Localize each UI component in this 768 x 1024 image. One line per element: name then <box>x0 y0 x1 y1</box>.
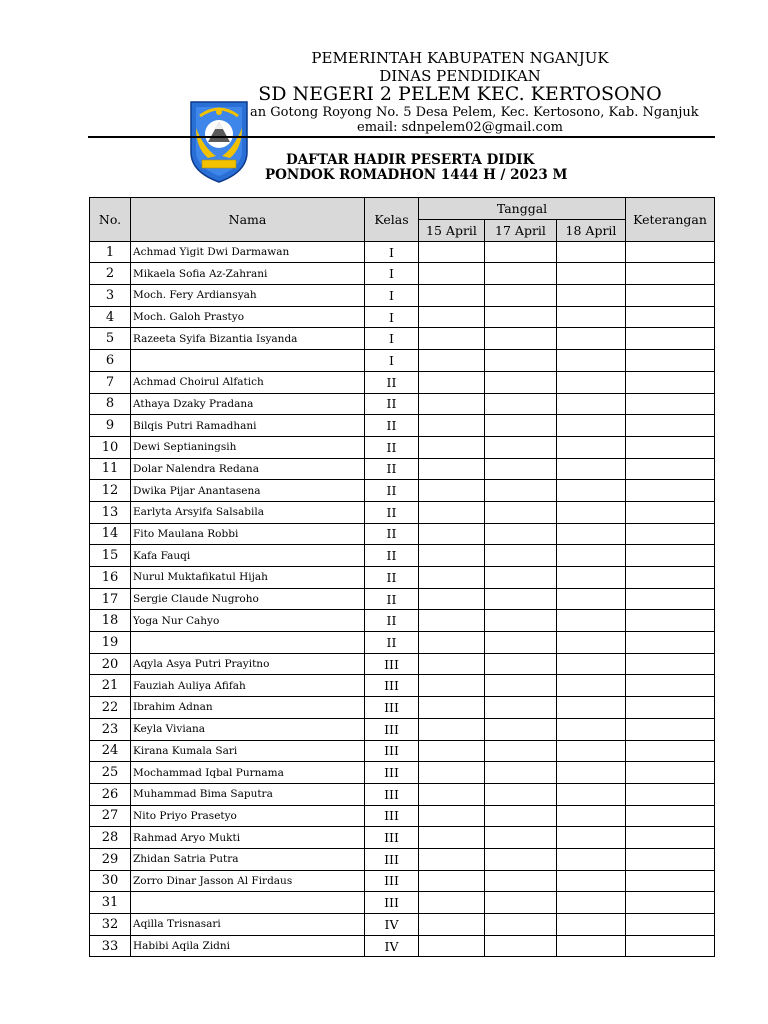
table-row <box>90 393 715 415</box>
table-row <box>90 523 715 545</box>
attendance-cell[interactable] <box>419 892 485 914</box>
table-row <box>90 241 715 263</box>
attendance-cell[interactable] <box>419 328 485 350</box>
attendance-cell[interactable] <box>557 805 626 827</box>
attendance-cell[interactable] <box>485 718 557 740</box>
attendance-cell[interactable] <box>557 892 626 914</box>
row-number: 15 <box>90 545 131 567</box>
attendance-cell[interactable] <box>485 805 557 827</box>
document-subtitle: PONDOK ROMADHON 1444 H / 2023 M <box>265 167 568 183</box>
row-number: 5 <box>90 328 131 350</box>
school-address: an Gotong Royong No. 5 Desa Pelem, Kec. Kertosono, Kab. Nganjuk <box>250 105 699 120</box>
table-row <box>90 870 715 892</box>
table-row <box>90 675 715 697</box>
remarks-cell[interactable] <box>626 371 715 393</box>
letterhead-divider <box>88 136 715 138</box>
attendance-cell[interactable] <box>485 436 557 458</box>
attendance-cell[interactable] <box>485 458 557 480</box>
remarks-cell[interactable] <box>626 393 715 415</box>
remarks-cell[interactable] <box>626 501 715 523</box>
attendance-cell[interactable] <box>419 675 485 697</box>
student-class: III <box>365 892 419 914</box>
student-name: Dewi Septianingsih <box>131 436 365 458</box>
attendance-cell[interactable] <box>485 740 557 762</box>
attendance-cell[interactable] <box>419 480 485 502</box>
row-number: 33 <box>90 935 131 957</box>
student-name: Aqilla Trisnasari <box>131 914 365 936</box>
attendance-cell[interactable] <box>557 827 626 849</box>
header-date: 17 April <box>485 220 557 242</box>
attendance-cell[interactable] <box>419 306 485 328</box>
attendance-cell[interactable] <box>485 350 557 372</box>
student-name: Zorro Dinar Jasson Al Firdaus <box>131 870 365 892</box>
remarks-cell[interactable] <box>626 285 715 307</box>
student-name <box>131 892 365 914</box>
attendance-cell[interactable] <box>485 935 557 957</box>
student-name: Rahmad Aryo Mukti <box>131 827 365 849</box>
attendance-cell[interactable] <box>557 285 626 307</box>
row-number: 30 <box>90 870 131 892</box>
attendance-cell[interactable] <box>419 783 485 805</box>
attendance-cell[interactable] <box>485 567 557 589</box>
row-number: 25 <box>90 762 131 784</box>
attendance-cell[interactable] <box>557 935 626 957</box>
row-number: 3 <box>90 285 131 307</box>
attendance-cell[interactable] <box>485 610 557 632</box>
table-row <box>90 892 715 914</box>
table-row <box>90 328 715 350</box>
attendance-cell[interactable] <box>485 371 557 393</box>
row-number: 19 <box>90 632 131 654</box>
table-row <box>90 306 715 328</box>
letterhead <box>0 0 768 140</box>
student-name: Habibi Aqila Zidni <box>131 935 365 957</box>
student-name <box>131 632 365 654</box>
student-name: Athaya Dzaky Pradana <box>131 393 365 415</box>
attendance-cell[interactable] <box>485 393 557 415</box>
attendance-cell[interactable] <box>485 501 557 523</box>
table-row <box>90 501 715 523</box>
student-class: I <box>365 306 419 328</box>
remarks-cell[interactable] <box>626 567 715 589</box>
row-number: 28 <box>90 827 131 849</box>
student-class: II <box>365 610 419 632</box>
attendance-cell[interactable] <box>557 914 626 936</box>
row-number: 21 <box>90 675 131 697</box>
student-name: Razeeta Syifa Bizantia Isyanda <box>131 328 365 350</box>
attendance-cell[interactable] <box>557 870 626 892</box>
attendance-cell[interactable] <box>419 697 485 719</box>
remarks-cell[interactable] <box>626 610 715 632</box>
student-name: Aqyla Asya Putri Prayitno <box>131 653 365 675</box>
attendance-cell[interactable] <box>557 632 626 654</box>
remarks-cell[interactable] <box>626 306 715 328</box>
remarks-cell[interactable] <box>626 263 715 285</box>
attendance-cell[interactable] <box>557 610 626 632</box>
table-row <box>90 350 715 372</box>
remarks-cell[interactable] <box>626 436 715 458</box>
attendance-cell[interactable] <box>485 914 557 936</box>
attendance-cell[interactable] <box>419 285 485 307</box>
student-name: Ibrahim Adnan <box>131 697 365 719</box>
student-name: Earlyta Arsyifa Salsabila <box>131 501 365 523</box>
attendance-cell[interactable] <box>419 762 485 784</box>
table-row <box>90 545 715 567</box>
attendance-cell[interactable] <box>557 783 626 805</box>
table-row <box>90 762 715 784</box>
attendance-cell[interactable] <box>485 545 557 567</box>
student-class: IV <box>365 914 419 936</box>
student-class: II <box>365 480 419 502</box>
row-number: 23 <box>90 718 131 740</box>
attendance-cell[interactable] <box>419 914 485 936</box>
attendance-cell[interactable] <box>419 653 485 675</box>
table-row <box>90 848 715 870</box>
row-number: 13 <box>90 501 131 523</box>
attendance-cell[interactable] <box>557 350 626 372</box>
table-row <box>90 632 715 654</box>
attendance-cell[interactable] <box>419 415 485 437</box>
remarks-cell[interactable] <box>626 653 715 675</box>
row-number: 31 <box>90 892 131 914</box>
student-class: I <box>365 263 419 285</box>
row-number: 14 <box>90 523 131 545</box>
attendance-cell[interactable] <box>419 350 485 372</box>
attendance-cell[interactable] <box>419 263 485 285</box>
attendance-cell[interactable] <box>557 328 626 350</box>
attendance-cell[interactable] <box>419 436 485 458</box>
row-number: 22 <box>90 697 131 719</box>
attendance-cell[interactable] <box>557 241 626 263</box>
table-row <box>90 697 715 719</box>
attendance-cell[interactable] <box>485 827 557 849</box>
table-row <box>90 458 715 480</box>
attendance-cell[interactable] <box>557 675 626 697</box>
row-number: 27 <box>90 805 131 827</box>
attendance-cell[interactable] <box>419 458 485 480</box>
student-class: II <box>365 458 419 480</box>
attendance-cell[interactable] <box>557 415 626 437</box>
student-class: IV <box>365 935 419 957</box>
attendance-cell[interactable] <box>557 545 626 567</box>
attendance-cell[interactable] <box>485 653 557 675</box>
student-class: I <box>365 350 419 372</box>
attendance-cell[interactable] <box>419 827 485 849</box>
student-name: Keyla Viviana <box>131 718 365 740</box>
nganjuk-regency-emblem <box>188 98 250 184</box>
table-row <box>90 740 715 762</box>
attendance-cell[interactable] <box>485 328 557 350</box>
student-class: III <box>365 762 419 784</box>
remarks-cell[interactable] <box>626 740 715 762</box>
attendance-cell[interactable] <box>485 762 557 784</box>
remarks-cell[interactable] <box>626 328 715 350</box>
attendance-cell[interactable] <box>419 848 485 870</box>
table-row <box>90 480 715 502</box>
student-name: Fito Maulana Robbi <box>131 523 365 545</box>
remarks-cell[interactable] <box>626 632 715 654</box>
student-name: Sergie Claude Nugroho <box>131 588 365 610</box>
attendance-cell[interactable] <box>485 480 557 502</box>
row-number: 2 <box>90 263 131 285</box>
row-number: 4 <box>90 306 131 328</box>
attendance-cell[interactable] <box>485 848 557 870</box>
attendance-cell[interactable] <box>419 740 485 762</box>
table-row <box>90 567 715 589</box>
student-class: III <box>365 675 419 697</box>
student-name: Bilqis Putri Ramadhani <box>131 415 365 437</box>
remarks-cell[interactable] <box>626 827 715 849</box>
attendance-table <box>89 197 715 957</box>
table-row <box>90 935 715 957</box>
attendance-cell[interactable] <box>557 740 626 762</box>
remarks-cell[interactable] <box>626 870 715 892</box>
table-row <box>90 783 715 805</box>
attendance-cell[interactable] <box>557 718 626 740</box>
attendance-cell[interactable] <box>557 306 626 328</box>
row-number: 17 <box>90 588 131 610</box>
remarks-cell[interactable] <box>626 241 715 263</box>
attendance-cell[interactable] <box>557 371 626 393</box>
government-name: PEMERINTAH KABUPATEN NGANJUK <box>311 49 609 67</box>
row-number: 26 <box>90 783 131 805</box>
row-number: 6 <box>90 350 131 372</box>
table-row <box>90 285 715 307</box>
header-keterangan: Keterangan <box>626 198 715 242</box>
attendance-cell[interactable] <box>557 436 626 458</box>
attendance-cell[interactable] <box>557 697 626 719</box>
row-number: 11 <box>90 458 131 480</box>
student-name: Achmad Choirul Alfatich <box>131 371 365 393</box>
student-name: Yoga Nur Cahyo <box>131 610 365 632</box>
student-class: II <box>365 501 419 523</box>
attendance-cell[interactable] <box>557 480 626 502</box>
table-row <box>90 588 715 610</box>
attendance-cell[interactable] <box>557 588 626 610</box>
header-date: 18 April <box>557 220 626 242</box>
header-nama: Nama <box>131 198 365 242</box>
remarks-cell[interactable] <box>626 718 715 740</box>
student-name: Kafa Fauqi <box>131 545 365 567</box>
table-row <box>90 371 715 393</box>
student-class: III <box>365 653 419 675</box>
attendance-cell[interactable] <box>419 393 485 415</box>
attendance-cell[interactable] <box>419 610 485 632</box>
student-name: Dolar Nalendra Redana <box>131 458 365 480</box>
student-name: Fauziah Auliya Afifah <box>131 675 365 697</box>
student-name: Mochammad Iqbal Purnama <box>131 762 365 784</box>
remarks-cell[interactable] <box>626 935 715 957</box>
remarks-cell[interactable] <box>626 415 715 437</box>
attendance-cell[interactable] <box>485 870 557 892</box>
student-name: Kirana Kumala Sari <box>131 740 365 762</box>
student-class: I <box>365 241 419 263</box>
attendance-cell[interactable] <box>557 848 626 870</box>
attendance-cell[interactable] <box>485 241 557 263</box>
remarks-cell[interactable] <box>626 458 715 480</box>
student-name: Nurul Muktafikatul Hijah <box>131 567 365 589</box>
remarks-cell[interactable] <box>626 892 715 914</box>
student-class: III <box>365 870 419 892</box>
header-kelas: Kelas <box>365 198 419 242</box>
student-class: I <box>365 285 419 307</box>
attendance-cell[interactable] <box>419 935 485 957</box>
department-name: DINAS PENDIDIKAN <box>379 67 541 85</box>
attendance-cell[interactable] <box>419 718 485 740</box>
attendance-cell[interactable] <box>485 415 557 437</box>
table-row <box>90 415 715 437</box>
attendance-cell[interactable] <box>485 306 557 328</box>
remarks-cell[interactable] <box>626 914 715 936</box>
attendance-cell[interactable] <box>557 653 626 675</box>
row-number: 8 <box>90 393 131 415</box>
attendance-cell[interactable] <box>485 285 557 307</box>
row-number: 20 <box>90 653 131 675</box>
remarks-cell[interactable] <box>626 805 715 827</box>
document-title: DAFTAR HADIR PESERTA DIDIK <box>286 152 535 168</box>
student-class: III <box>365 848 419 870</box>
header-tanggal: Tanggal <box>419 198 626 220</box>
attendance-cell[interactable] <box>485 588 557 610</box>
row-number: 1 <box>90 241 131 263</box>
attendance-cell[interactable] <box>419 567 485 589</box>
student-class: II <box>365 567 419 589</box>
student-name: Moch. Fery Ardiansyah <box>131 285 365 307</box>
attendance-cell[interactable] <box>419 545 485 567</box>
row-number: 7 <box>90 371 131 393</box>
row-number: 32 <box>90 914 131 936</box>
table-row <box>90 914 715 936</box>
remarks-cell[interactable] <box>626 523 715 545</box>
attendance-cell[interactable] <box>557 263 626 285</box>
row-number: 18 <box>90 610 131 632</box>
remarks-cell[interactable] <box>626 783 715 805</box>
school-name: SD NEGERI 2 PELEM KEC. KERTOSONO <box>258 83 662 105</box>
table-row <box>90 827 715 849</box>
student-class: II <box>365 415 419 437</box>
student-class: II <box>365 632 419 654</box>
row-number: 9 <box>90 415 131 437</box>
table-row <box>90 263 715 285</box>
attendance-cell[interactable] <box>485 632 557 654</box>
remarks-cell[interactable] <box>626 697 715 719</box>
attendance-cell[interactable] <box>485 263 557 285</box>
table-row <box>90 805 715 827</box>
row-number: 12 <box>90 480 131 502</box>
attendance-cell[interactable] <box>419 588 485 610</box>
student-class: III <box>365 805 419 827</box>
attendance-cell[interactable] <box>419 870 485 892</box>
student-class: II <box>365 393 419 415</box>
attendance-cell[interactable] <box>419 371 485 393</box>
student-class: III <box>365 827 419 849</box>
remarks-cell[interactable] <box>626 848 715 870</box>
student-name: Moch. Galoh Prastyo <box>131 306 365 328</box>
student-class: III <box>365 740 419 762</box>
row-number: 16 <box>90 567 131 589</box>
student-class: II <box>365 371 419 393</box>
student-name: Dwika Pijar Anantasena <box>131 480 365 502</box>
student-class: II <box>365 545 419 567</box>
attendance-cell[interactable] <box>557 567 626 589</box>
attendance-cell[interactable] <box>419 523 485 545</box>
student-name: Nito Priyo Prasetyo <box>131 805 365 827</box>
table-row <box>90 718 715 740</box>
attendance-cell[interactable] <box>419 241 485 263</box>
student-name <box>131 350 365 372</box>
row-number: 24 <box>90 740 131 762</box>
remarks-cell[interactable] <box>626 675 715 697</box>
student-class: II <box>365 588 419 610</box>
table-row <box>90 610 715 632</box>
remarks-cell[interactable] <box>626 588 715 610</box>
attendance-cell[interactable] <box>557 762 626 784</box>
table-row <box>90 653 715 675</box>
attendance-cell[interactable] <box>419 632 485 654</box>
student-name: Achmad Yigit Dwi Darmawan <box>131 241 365 263</box>
remarks-cell[interactable] <box>626 480 715 502</box>
attendance-cell[interactable] <box>419 805 485 827</box>
student-class: III <box>365 697 419 719</box>
attendance-cell[interactable] <box>557 458 626 480</box>
student-class: II <box>365 436 419 458</box>
attendance-cell[interactable] <box>485 675 557 697</box>
remarks-cell[interactable] <box>626 350 715 372</box>
student-class: II <box>365 523 419 545</box>
remarks-cell[interactable] <box>626 545 715 567</box>
attendance-cell[interactable] <box>557 501 626 523</box>
student-class: I <box>365 328 419 350</box>
attendance-cell[interactable] <box>485 783 557 805</box>
header-date: 15 April <box>419 220 485 242</box>
student-class: III <box>365 718 419 740</box>
attendance-cell[interactable] <box>485 523 557 545</box>
attendance-cell[interactable] <box>419 501 485 523</box>
student-name: Zhidan Satria Putra <box>131 848 365 870</box>
attendance-cell[interactable] <box>557 523 626 545</box>
row-number: 10 <box>90 436 131 458</box>
attendance-cell[interactable] <box>557 393 626 415</box>
student-name: Muhammad Bima Saputra <box>131 783 365 805</box>
header-no: No. <box>90 198 131 242</box>
table-row <box>90 436 715 458</box>
attendance-cell[interactable] <box>485 892 557 914</box>
attendance-cell[interactable] <box>485 697 557 719</box>
remarks-cell[interactable] <box>626 762 715 784</box>
student-class: III <box>365 783 419 805</box>
school-email: email: sdnpelem02@gmail.com <box>357 120 563 135</box>
student-name: Mikaela Sofia Az-Zahrani <box>131 263 365 285</box>
row-number: 29 <box>90 848 131 870</box>
